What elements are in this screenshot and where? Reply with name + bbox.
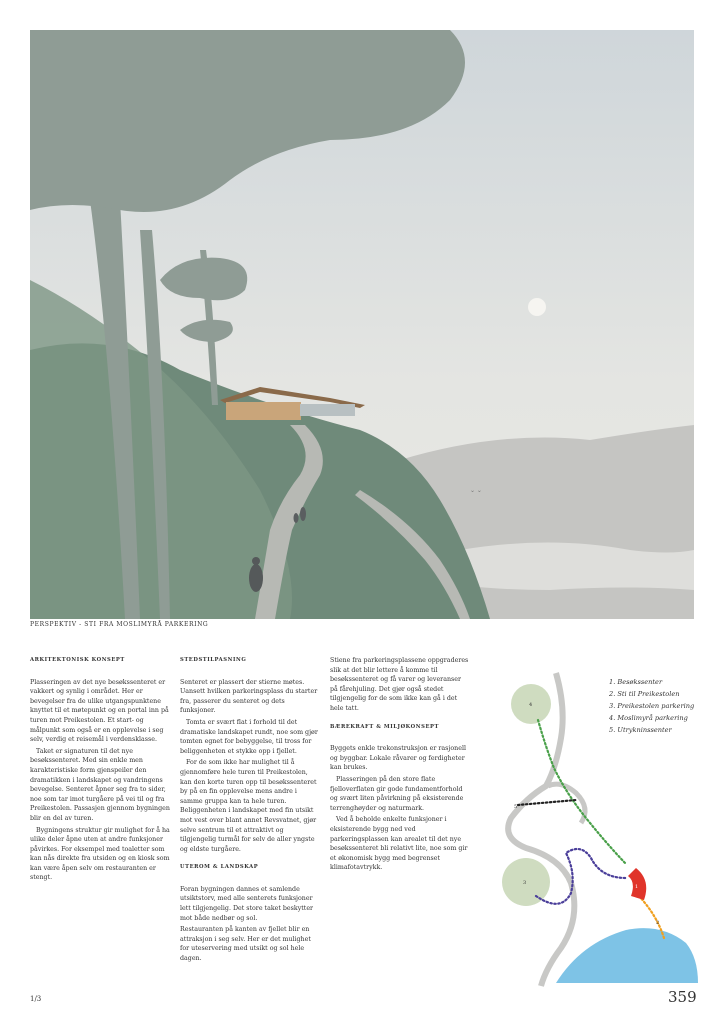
paragraph: Plasseringen av det nye besøkssenteret er vakkert og synlig i området. Her er bevegelser fra de ulike utgangspunktene knyttet til et møtepunkt og en portal inn på turen mot Preikestolen. Et start- og målpunkt som også er en opplevelse i seg selv, verdig et reisemål i verdensklasse.	[30, 678, 169, 744]
legend-item: 5. Utrykninssenter	[609, 726, 672, 734]
heading-architectural-concept: ARKITEKTONISK KONSEPT	[30, 657, 125, 663]
building-glass	[300, 404, 355, 416]
paragraph: Restauranten på kanten av fjellet blir en attraksjon i seg selv. Her er det mulighet for uteservering med utsikt og sol hele dagen.	[180, 926, 311, 963]
paragraph: Senteret er plassert der stierne møtes. Uansett hvilken parkeringsplass du starter fra, passerer du senteret og dets funksjoner.	[180, 678, 318, 715]
paragraph: Byggets enkle trekonstruksjon er rasjonell og byggbar. Lokale råvarer og ferdigheter kan brukes.	[330, 745, 466, 772]
hiker-1	[249, 564, 263, 592]
paragraph: Ved å beholde enkelte funksjoner i eksisterende bygg ned ved parkeringsplassen kan arealet til det nye besøkssenteret bli relativt lite, noe som gir et økonomisk bygg med begrenset klimafotavtrykk.	[330, 816, 468, 872]
paragraph: For de som ikke har mulighet til å gjennomføre hele turen til Preikestolen, kan den korte turen opp til besøkssenteret by på en fin opplevelse mens andre i samme gruppa kan ta hele turen. Beliggenheten i landskapet med fin utsikt mot vest over blant annet Revsvatnet, gjør selve sentrum til et attraktivt og tilgjengelig turmål for selv de aller yngste og eldste turgåere.	[180, 759, 317, 853]
birds: ⌄ ⌄	[470, 487, 482, 494]
paragraph: Bygningens struktur gir mulighet for å ha ulike deler åpne uten at andre funksjoner påvirkes. For eksempel med toaletter som kan nås direkte fra utsiden og en kiosk som kan være åpen selv om restauranten er stengt.	[30, 826, 170, 882]
paragraph: Stiene fra parkeringsplassene oppgraderes slik at det blir lettere å komme til besøkssenteret og få varer og leveranser på fårehjuling. Det gjør også stedet tilgjengelig for de som ikke kan gå i det hele tatt.	[330, 657, 469, 712]
map-label-1: 1	[635, 884, 639, 890]
legend-item: 4. Moslimyrå parkering	[609, 714, 688, 722]
map-label-4: 4	[529, 702, 533, 708]
map-label-3: 3	[523, 880, 527, 886]
sheet-number: 1/3	[30, 995, 42, 1003]
perspective-illustration	[30, 30, 694, 619]
paragraph: Tomta er svært flat i forhold til det dramatiske landskapet rundt, noe som gjør tomten egnet for bebyggelse, til tross for beliggenheten et stykke opp i fjellet.	[180, 718, 318, 755]
landscape-drawing	[30, 30, 694, 619]
page-number: 359	[668, 988, 697, 1006]
heading-outdoor-landscape: UTEROM & LANDSKAP	[180, 864, 259, 871]
illustration-caption: PERSPEKTIV - STI FRA MOSLIMYRÅ PARKERING	[30, 621, 209, 628]
map-legend	[609, 676, 694, 736]
heading-sustainability: BÆREKRAFT & MILJØKONSEPT	[330, 723, 439, 730]
paragraph: Plasseringen på den store flate fjelloverflaten gir gode fundamentforhold og svært liten påvirkning på eksisterende terrenghøyder og naturmark.	[330, 775, 464, 812]
map-label-5: 5	[514, 804, 518, 810]
lake	[556, 928, 698, 983]
paragraph: Taket er signaturen til det nye besøkssenteret. Med sin enkle men karakteristiske form gjenspeiler den dramatikken i landskapet og vandringens bevegelse. Senteret åpner seg fra to sider, noe som tar imot turgåere på vei til og fra Preikestolen. Passasjen gjennom bygningen blir en del av turen.	[30, 747, 170, 822]
hiker-1-head	[252, 557, 260, 565]
heading-site-adaptation: STEDSTILPASNING	[180, 657, 247, 663]
route-green	[538, 720, 626, 864]
column-site-adaptation	[180, 656, 320, 966]
map-label-2: 2	[656, 920, 660, 926]
hiker-3	[294, 513, 299, 523]
sun	[528, 298, 546, 316]
hiker-2	[300, 507, 306, 521]
building	[226, 402, 301, 420]
legend-item: 3. Preikestolen parkering	[609, 702, 695, 710]
column-sustainability	[330, 656, 470, 875]
column-architectural-concept	[30, 656, 170, 885]
legend-item: 1. Besøkssenter	[609, 678, 663, 686]
paragraph: Foran bygningen dannes et samlende utsiktstorv, med alle senterets funksjoner lett tilgjengelig. Det store taket beskytter mot både nedbør og sol.	[180, 885, 314, 922]
legend-item: 2. Sti til Preikestolen	[609, 690, 680, 698]
